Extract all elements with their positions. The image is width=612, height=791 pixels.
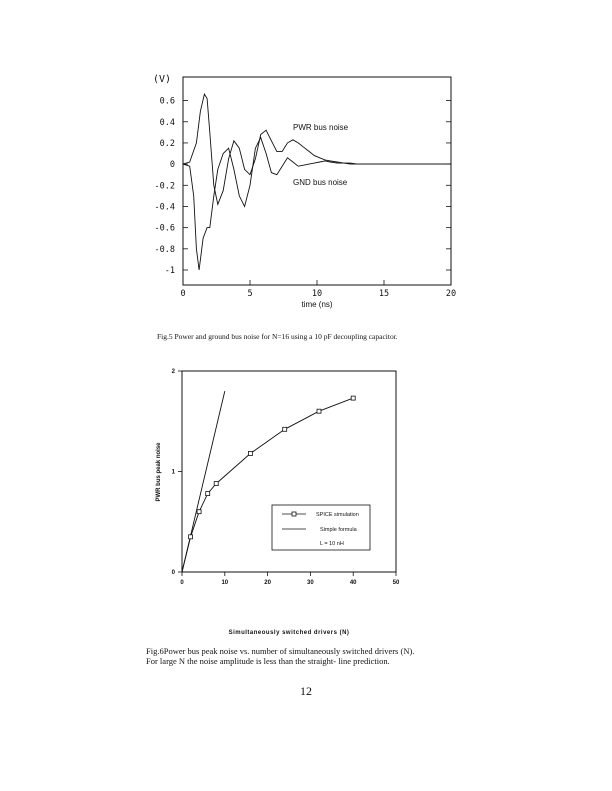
gnd-bus-noise-line <box>183 138 451 270</box>
spice-simulation-point <box>214 482 218 486</box>
spice-simulation-point <box>249 451 253 455</box>
fig6-y-tick-label: 1 <box>171 469 175 476</box>
spice-simulation-point <box>283 427 287 431</box>
spice-simulation-point <box>317 409 321 413</box>
fig5-caption: Fig.5 Power and ground bus noise for N=16 using a 10 pF decoupling capacitor. <box>157 332 398 341</box>
legend-spice-marker <box>292 512 296 516</box>
legend-note: L = 10 nH <box>320 541 344 547</box>
fig5-y-tick-label: -0.2 <box>154 181 175 192</box>
fig5-x-tick-label: 20 <box>445 289 457 299</box>
fig5-x-tick-label: 10 <box>311 289 323 299</box>
fig6-caption-line1: Fig.6Power bus peak noise vs. number of simultaneously switched drivers (N). <box>146 646 415 656</box>
fig5-ylabel: (V) <box>153 74 172 85</box>
spice-simulation-point <box>351 396 355 400</box>
fig6-x-tick-label: 20 <box>264 580 271 586</box>
fig6-xlabel: Simultaneously switched drivers (N) <box>228 630 350 636</box>
legend-formula-label: Simple formula <box>320 527 357 533</box>
spice-simulation-point <box>189 535 193 539</box>
fig6-x-tick-label: 50 <box>392 580 400 586</box>
fig5-y-tick-label: -0.4 <box>154 202 175 213</box>
fig5-y-tick-label: 0.2 <box>159 138 175 149</box>
fig6-x-tick-label: 10 <box>221 580 229 586</box>
fig6-caption-line2: For large N the noise amplitude is less than the straight- line prediction. <box>146 656 390 666</box>
fig5-x-tick-label: 15 <box>378 289 390 299</box>
page-number: 12 <box>300 684 312 698</box>
fig6-chart <box>0 350 612 650</box>
fig5-y-tick-label: -0.8 <box>154 244 175 255</box>
spice-simulation-point <box>206 492 210 496</box>
fig6-legend <box>272 505 370 550</box>
fig6-x-ticks <box>180 572 400 586</box>
fig5-xlabel: time (ns) <box>301 300 333 309</box>
fig5-x-tick-label: 0 <box>180 289 186 299</box>
fig5-chart <box>0 0 612 330</box>
fig6-ylabel: PWR bus peak noise <box>156 442 162 502</box>
fig6-y-tick-label: 0 <box>171 570 175 576</box>
fig5-y-tick-label: 0.4 <box>159 117 175 128</box>
legend-spice-label: SPICE simulation <box>316 512 359 518</box>
fig6-y-ticks <box>172 369 182 576</box>
fig5-y-tick-label: 0 <box>169 160 175 171</box>
fig5-x-ticks <box>180 280 456 299</box>
fig6-x-tick-label: 30 <box>307 580 314 586</box>
fig6-y-tick-label: 2 <box>171 369 175 375</box>
spice-simulation-point <box>197 510 201 514</box>
fig5-y-tick-label: -1 <box>164 266 175 276</box>
fig5-x-tick-label: 5 <box>247 289 253 299</box>
pwr-bus-noise-line <box>183 94 451 204</box>
fig6-x-tick-label: 0 <box>180 580 184 586</box>
fig5-y-tick-label: -0.6 <box>154 223 175 234</box>
pwr-bus-noise-label: PWR bus noise <box>293 123 349 132</box>
gnd-bus-noise-label: GND bus noise <box>293 178 348 187</box>
fig6-x-tick-label: 40 <box>349 580 357 586</box>
fig5-y-tick-label: 0.6 <box>159 96 175 107</box>
